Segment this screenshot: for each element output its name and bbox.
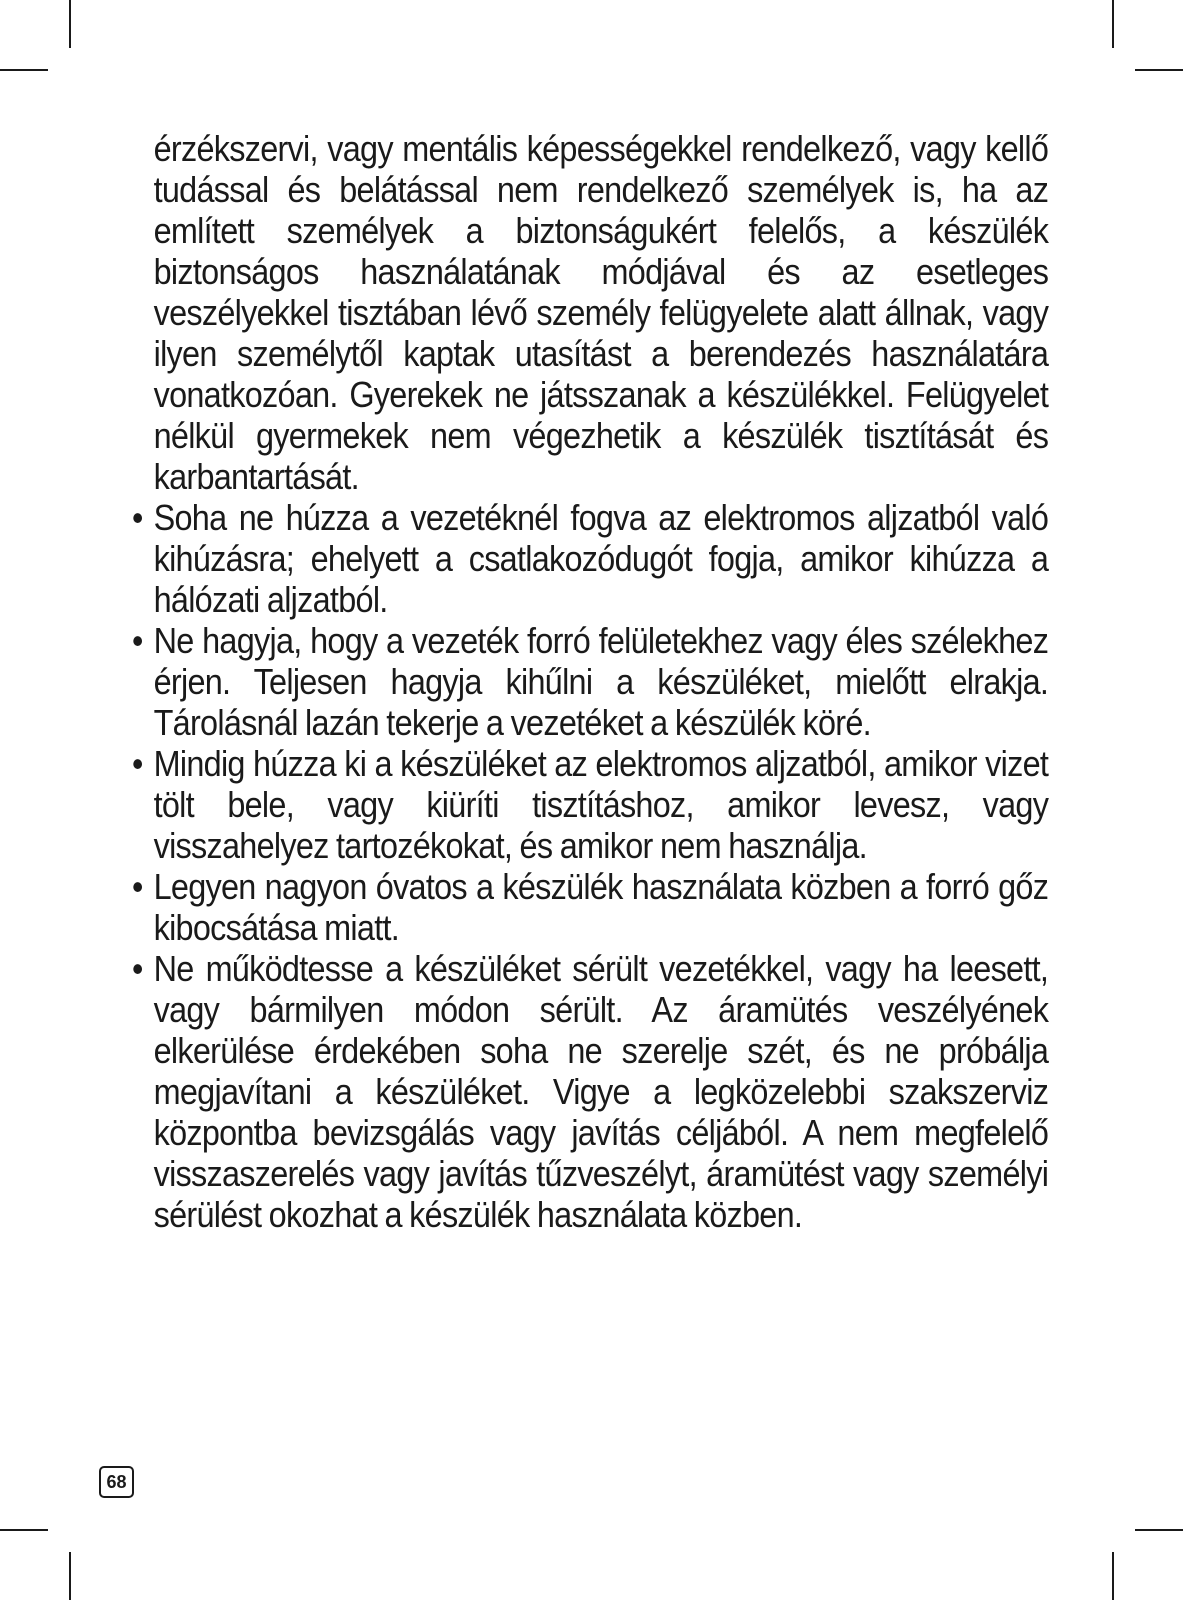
list-item-text: Ne működtesse a készüléket sérült vezetékkel, vagy ha leesett, vagy bármilyen módon sérült. Az áramütés veszélyének elkerülése érdekében soha ne szerelje szét, és ne próbálja megjavítani a készüléket. Vigye a legközelebbi szakszerviz központba bevizsgálás vagy javítás céljából. A nem megfelelő visszaszerelés vagy javítás tűzveszélyt, áramütést vagy személyi sérülést okozhat a készülék használata közben.	[153, 948, 1049, 1235]
crop-mark-top-right-horizontal	[1135, 69, 1183, 71]
list-item-text: Mindig húzza ki a készüléket az elektromos aljzatból, amikor vizet tölt bele, vagy kiüríti tisztításhoz, amikor levesz, vagy visszahelyez tartozékokat, és amikor nem használja.	[153, 743, 1049, 866]
list-item	[132, 866, 1048, 948]
bullet-icon: •	[132, 497, 143, 538]
list-item	[132, 743, 1048, 866]
page-number-badge: 68	[99, 1466, 134, 1498]
intro-paragraph: érzékszervi, vagy mentális képességekkel rendelkező, vagy kellő tudással és belátással nem rendelkező személyek is, ha az említett személyek a biztonságukért felelős, a készülék biztonságos használatának módjával és az esetleges veszélyekkel tisztában lévő személy felügyelete alatt állnak, vagy ilyen személytől kaptak utasítást a berendezés használatára vonatkozóan. Gyerekek ne játsszanak a készülékkel. Felügyelet nélkül gyermekek nem végezhetik a készülék tisztítását és karbantartását.	[153, 128, 1049, 497]
list-item	[132, 620, 1048, 743]
crop-mark-top-right-vertical	[1112, 0, 1114, 48]
crop-mark-top-left-vertical	[69, 0, 71, 48]
crop-mark-bottom-right-horizontal	[1135, 1529, 1183, 1531]
list-item-text: Soha ne húzza a vezetéknél fogva az elektromos aljzatból való kihúzásra; ehelyett a csatlakozódugót fogja, amikor kihúzza a hálózati aljzatból.	[153, 497, 1049, 620]
bullet-icon: •	[132, 743, 143, 784]
crop-mark-bottom-right-vertical	[1112, 1552, 1114, 1600]
list-item-text: Ne hagyja, hogy a vezeték forró felületekhez vagy éles szélekhez érjen. Teljesen hagyja kihűlni a készüléket, mielőtt elrakja. Tárolásnál lazán tekerje a vezetéket a készülék köré.	[153, 620, 1049, 743]
bullet-icon: •	[132, 866, 143, 907]
manual-text-body	[132, 128, 1048, 1235]
list-item	[132, 948, 1048, 1235]
bullet-icon: •	[132, 948, 143, 989]
bullet-icon: •	[132, 620, 143, 661]
crop-mark-bottom-left-horizontal	[0, 1529, 48, 1531]
safety-bullet-list	[132, 497, 1048, 1235]
list-item-text: Legyen nagyon óvatos a készülék használata közben a forró gőz kibocsátása miatt.	[153, 866, 1049, 948]
crop-mark-top-left-horizontal	[0, 69, 48, 71]
crop-mark-bottom-left-vertical	[69, 1552, 71, 1600]
list-item	[132, 497, 1048, 620]
